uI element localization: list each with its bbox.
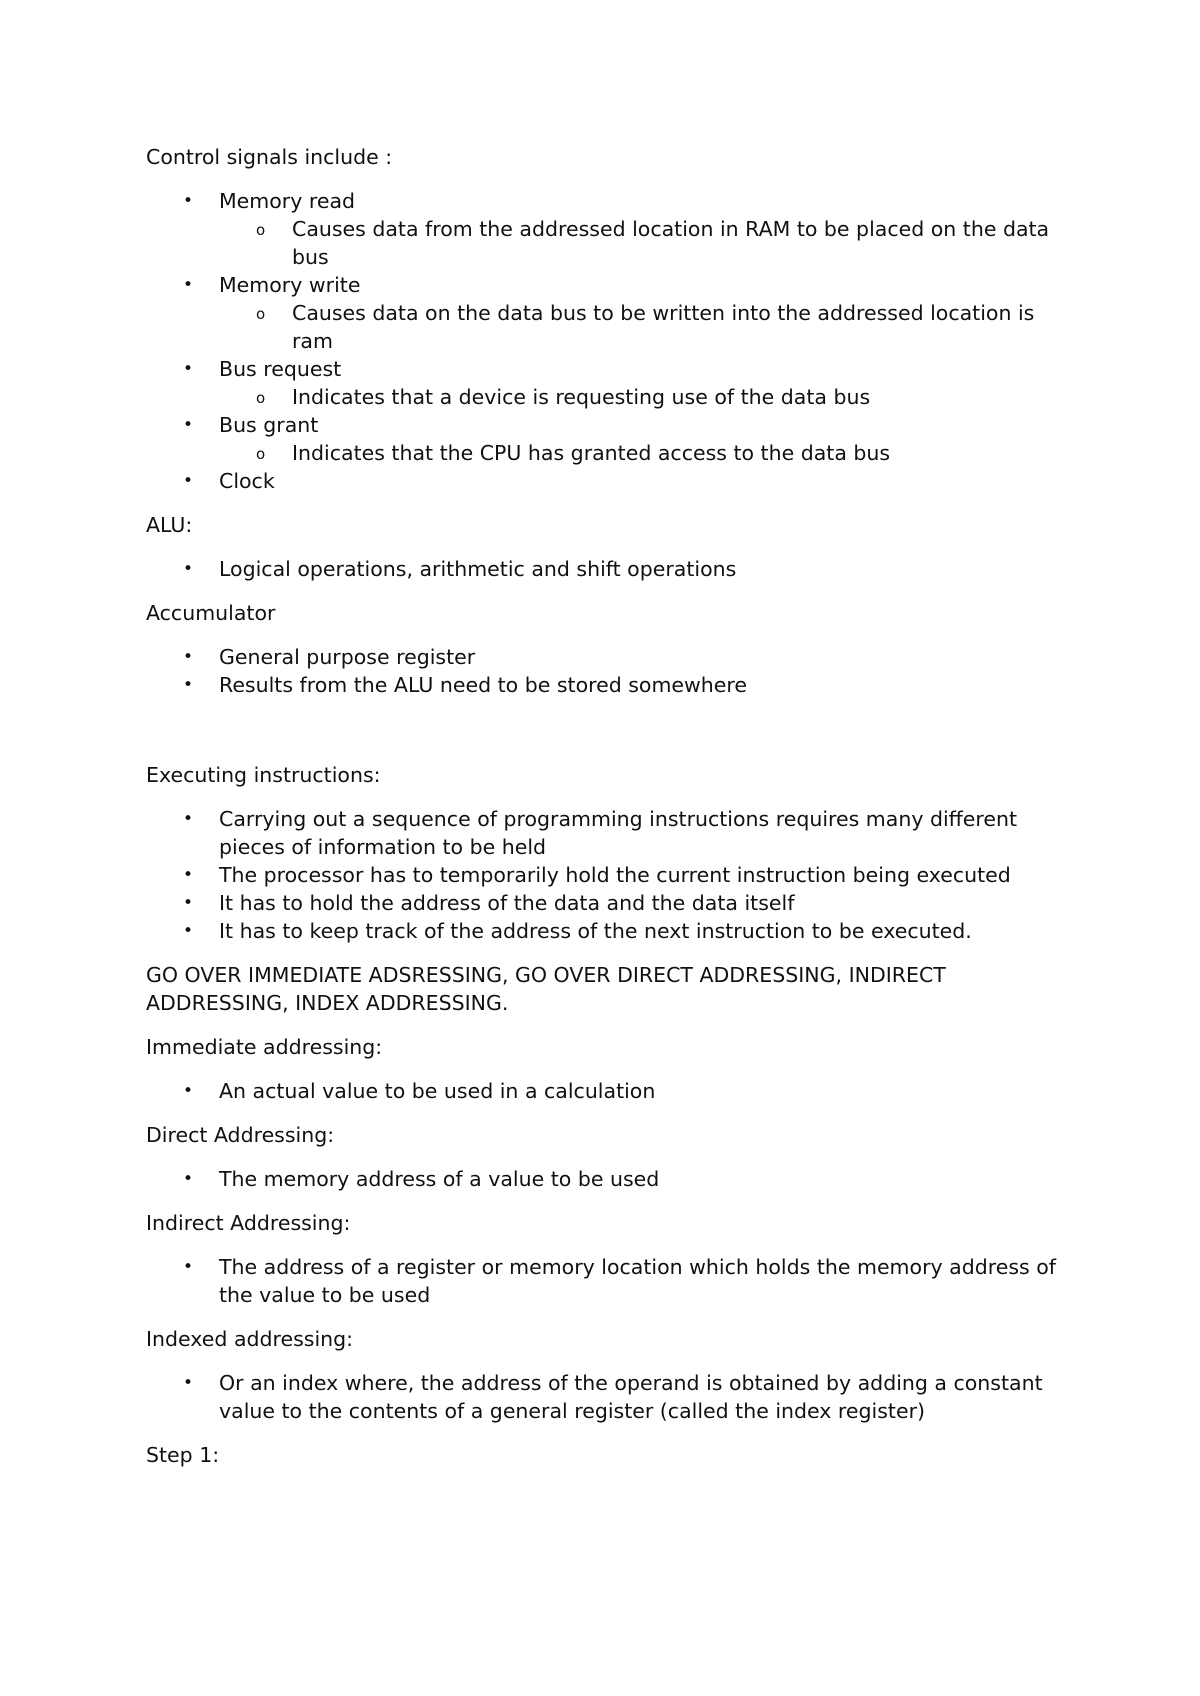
- list-item-text: It has to keep track of the address of the next instruction to be executed.: [219, 919, 972, 943]
- section-heading: GO OVER IMMEDIATE ADSRESSING, GO OVER DIRECT ADDRESSING, INDIRECT ADDRESSING, INDEX ADDRESSING.: [146, 963, 953, 1015]
- list-item-text: Logical operations, arithmetic and shift operations: [219, 557, 737, 581]
- list-item: [146, 805, 1076, 861]
- sub-list-item: [219, 215, 1076, 271]
- bullet-list: [146, 1369, 1076, 1425]
- section-heading: Step 1:: [146, 1443, 220, 1467]
- section-spacer: [146, 715, 1076, 761]
- sub-list-item-text: Indicates that the CPU has granted access to the data bus: [292, 441, 891, 465]
- bullet-list: [146, 1253, 1076, 1309]
- bullet-icon: •: [183, 1257, 194, 1277]
- bullet-icon: •: [183, 1373, 194, 1393]
- sub-list-item-text: Indicates that a device is requesting use of the data bus: [292, 385, 871, 409]
- list-item-text: The memory address of a value to be used: [219, 1167, 660, 1191]
- list-item-text: It has to hold the address of the data and the data itself: [219, 891, 795, 915]
- list-item: [146, 643, 1076, 671]
- sub-list-item-text: Causes data on the data bus to be written into the addressed location is ram: [292, 301, 1035, 353]
- list-item: [146, 1077, 1076, 1105]
- sub-bullet-list: [219, 215, 1076, 271]
- bullet-list: [146, 1165, 1076, 1193]
- list-item-text: Memory write: [219, 273, 361, 297]
- list-item-text: The address of a register or memory location which holds the memory address of the value to be used: [219, 1255, 1056, 1307]
- bullet-icon: •: [183, 675, 194, 695]
- bullet-icon: •: [183, 893, 194, 913]
- list-item: [146, 889, 1076, 917]
- bullet-list: [146, 1077, 1076, 1105]
- section-heading: Direct Addressing:: [146, 1123, 335, 1147]
- list-item-text: Results from the ALU need to be stored somewhere: [219, 673, 747, 697]
- list-item-text: Bus grant: [219, 413, 319, 437]
- list-item-text: Bus request: [219, 357, 342, 381]
- section-heading: Immediate addressing:: [146, 1035, 383, 1059]
- list-item: [146, 355, 1076, 411]
- list-item: [146, 861, 1076, 889]
- bullet-icon: •: [183, 1081, 194, 1101]
- list-item: [146, 671, 1076, 699]
- sub-bullet-list: [219, 439, 1076, 467]
- bullet-icon: •: [183, 809, 194, 829]
- circle-bullet-icon: o: [256, 221, 266, 239]
- sub-list-item: [219, 299, 1076, 355]
- bullet-list: [146, 643, 1076, 699]
- list-item-text: Memory read: [219, 189, 356, 213]
- list-item: [146, 411, 1076, 467]
- section-heading: Control signals include :: [146, 145, 393, 169]
- bullet-icon: •: [183, 359, 194, 379]
- list-item: [146, 1165, 1076, 1193]
- list-item: [146, 467, 1076, 495]
- list-item-text: The processor has to temporarily hold the current instruction being executed: [219, 863, 1011, 887]
- circle-bullet-icon: o: [256, 389, 266, 407]
- section-heading: Accumulator: [146, 601, 276, 625]
- section-heading: ALU:: [146, 513, 193, 537]
- circle-bullet-icon: o: [256, 305, 266, 323]
- bullet-list: [146, 805, 1076, 945]
- list-item: [146, 555, 1076, 583]
- sub-list-item: [219, 439, 1076, 467]
- bullet-icon: •: [183, 191, 194, 211]
- document-body: [146, 143, 1076, 1485]
- list-item: [146, 917, 1076, 945]
- bullet-list: [146, 555, 1076, 583]
- list-item-text: General purpose register: [219, 645, 476, 669]
- bullet-icon: •: [183, 415, 194, 435]
- bullet-list: [146, 187, 1076, 495]
- section-heading: Indexed addressing:: [146, 1327, 354, 1351]
- bullet-icon: •: [183, 865, 194, 885]
- bullet-icon: •: [183, 275, 194, 295]
- list-item: [146, 271, 1076, 355]
- sub-bullet-list: [219, 299, 1076, 355]
- bullet-icon: •: [183, 471, 194, 491]
- list-item-text: Clock: [219, 469, 275, 493]
- list-item: [146, 1369, 1076, 1425]
- list-item-text: Or an index where, the address of the operand is obtained by adding a constant value to the contents of a general register (called the index register): [219, 1371, 1043, 1423]
- list-item: [146, 187, 1076, 271]
- bullet-icon: •: [183, 921, 194, 941]
- sub-bullet-list: [219, 383, 1076, 411]
- sub-list-item: [219, 383, 1076, 411]
- list-item-text: An actual value to be used in a calculation: [219, 1079, 656, 1103]
- section-heading: Indirect Addressing:: [146, 1211, 351, 1235]
- bullet-icon: •: [183, 647, 194, 667]
- circle-bullet-icon: o: [256, 445, 266, 463]
- sub-list-item-text: Causes data from the addressed location in RAM to be placed on the data bus: [292, 217, 1050, 269]
- bullet-icon: •: [183, 559, 194, 579]
- bullet-icon: •: [183, 1169, 194, 1189]
- section-heading: Executing instructions:: [146, 763, 381, 787]
- list-item-text: Carrying out a sequence of programming instructions requires many different pieces of information to be held: [219, 807, 1018, 859]
- list-item: [146, 1253, 1076, 1309]
